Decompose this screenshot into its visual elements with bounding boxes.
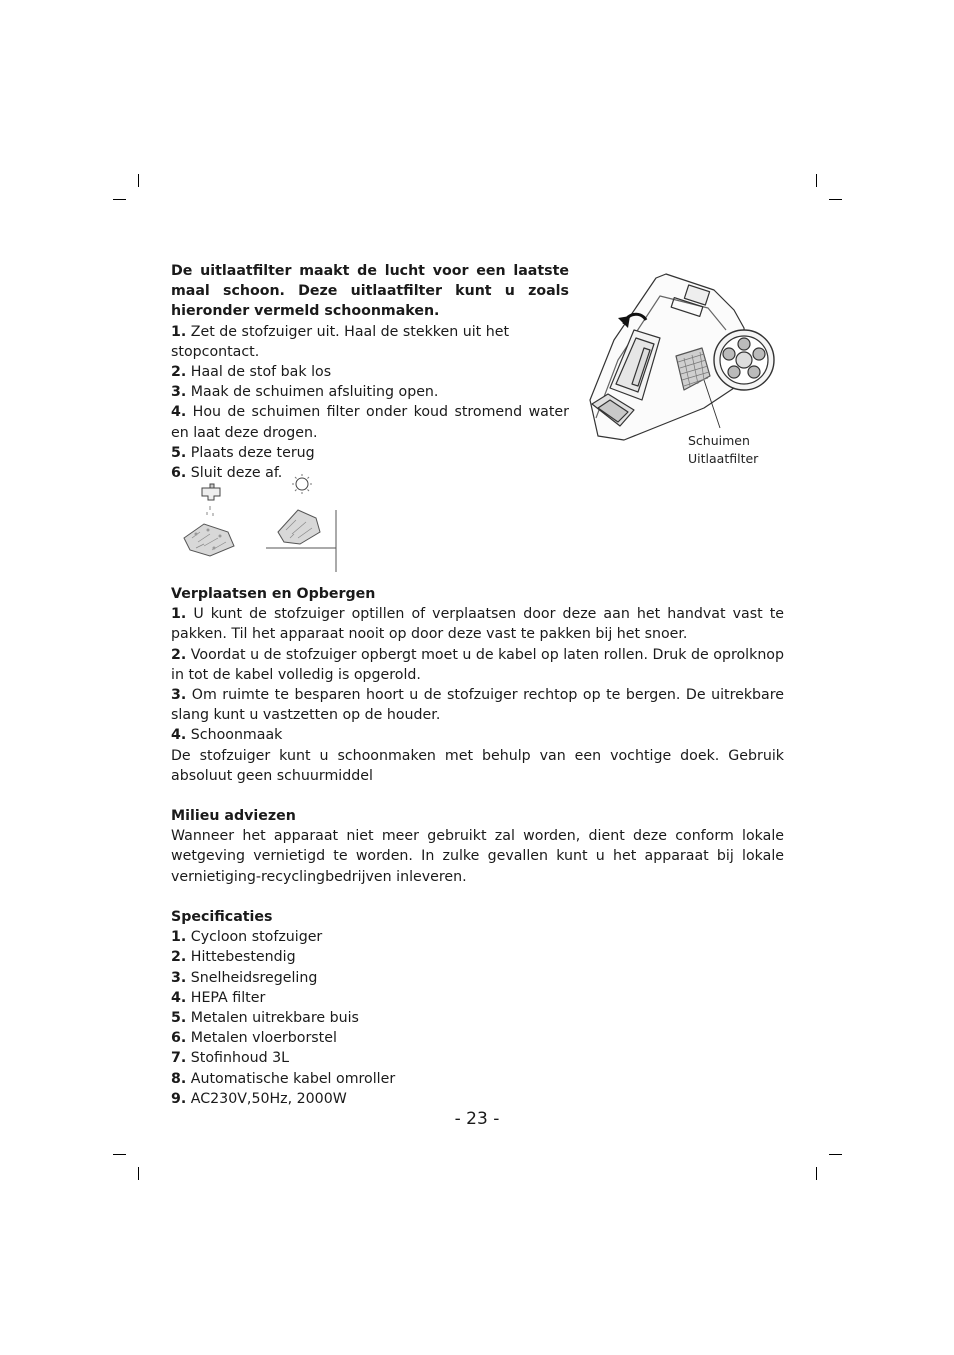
item-text: Om ruimte te besparen hoort u de stofzuiger rechtop op te bergen. De uitrekbare slang kunt u vastzetten op de houder.	[171, 687, 784, 724]
water-tap-icon	[202, 484, 220, 516]
step-number: 2.	[171, 364, 187, 381]
step-number: 1.	[171, 323, 187, 340]
item-text: Snelheidsregeling	[190, 969, 318, 986]
item-text: Metalen uitrekbare buis	[190, 1010, 359, 1027]
crop-mark-top-left-horizontal	[113, 199, 126, 200]
item-number: 1.	[171, 606, 187, 623]
step-number: 3.	[171, 384, 187, 401]
crop-mark-bottom-right-horizontal	[829, 1154, 842, 1155]
item-number: 6.	[171, 1030, 187, 1047]
spec-item	[171, 968, 571, 988]
spec-item	[171, 947, 571, 967]
item-number: 4.	[171, 727, 187, 744]
crop-mark-bottom-left-horizontal	[113, 1154, 126, 1155]
spec-item	[171, 1028, 571, 1048]
crop-mark-bottom-right-vertical	[816, 1167, 817, 1180]
specifications-title: Specificaties	[171, 909, 273, 925]
item-number: 2.	[171, 646, 187, 663]
storage-item-1	[171, 604, 784, 644]
filter-step-4	[171, 402, 569, 442]
filter-step-2	[171, 362, 569, 382]
step-text: Maak de schuimen afsluiting open.	[190, 384, 439, 401]
filter-step-5	[171, 443, 569, 463]
storage-item-3	[171, 685, 784, 725]
crop-mark-bottom-left-vertical	[138, 1167, 139, 1180]
item-text: Cycloon stofzuiger	[190, 929, 323, 946]
environment-title: Milieu adviezen	[171, 808, 296, 824]
item-number: 1.	[171, 929, 187, 946]
sun-icon	[292, 474, 312, 494]
filter-rinse-and-dry-illustration	[174, 472, 340, 576]
filter-cleaning-heading: De uitlaatfilter maakt de lucht voor een laatste maal schoon. Deze uitlaatfilter kunt u zoals hieronder vermeld schoonmaken.	[171, 263, 569, 320]
spec-item	[171, 1089, 571, 1109]
crop-mark-top-right-horizontal	[829, 199, 842, 200]
vacuum-cleaner-illustration	[584, 268, 780, 448]
crop-mark-top-left-vertical	[138, 174, 139, 187]
step-text: Plaats deze terug	[190, 444, 315, 461]
step-text: Sluit deze af.	[190, 465, 283, 482]
storage-item-4	[171, 725, 784, 745]
environment-text: Wanneer het apparaat niet meer gebruikt zal worden, dient deze conform lokale wetgeving vernietigd te worden. In zulke gevallen kunt u het apparaat bij lokale vernietiging-recyclingbedrijven inleveren.	[171, 828, 784, 885]
environment-section	[171, 806, 784, 887]
caption-line-2: Uitlaatfilter	[688, 451, 759, 466]
cleaning-text: De stofzuiger kunt u schoonmaken met behulp van een vochtige doek. Gebruik absoluut geen schuurmiddel	[171, 747, 784, 784]
spec-item	[171, 1069, 571, 1089]
item-text: Voordat u de stofzuiger opbergt moet u de kabel op laten rollen. Druk de oprolknop in tot de kabel volledig is opgerold.	[171, 646, 784, 683]
caption-line-1: Schuimen	[688, 433, 750, 448]
item-text: U kunt de stofzuiger optillen of verplaatsen door deze aan het handvat vast te pakken. Til het apparaat nooit op door deze vast te pakken bij het snoer.	[171, 606, 784, 643]
page-number: - 23 -	[454, 1109, 500, 1129]
item-text: Hittebestendig	[190, 949, 296, 966]
item-number: 3.	[171, 969, 187, 986]
spec-item	[171, 1048, 571, 1068]
item-number: 4.	[171, 989, 187, 1006]
spec-item	[171, 988, 571, 1008]
filter-step-1	[171, 322, 569, 362]
spec-item	[171, 1008, 571, 1028]
item-text: Automatische kabel omroller	[190, 1070, 396, 1087]
step-number: 5.	[171, 444, 187, 461]
step-text: Hou de schuimen filter onder koud stromend water en laat deze drogen.	[171, 404, 569, 441]
filter-caption	[688, 432, 758, 468]
filter-cleaning-section	[171, 261, 569, 483]
item-number: 9.	[171, 1090, 187, 1107]
filter-step-3	[171, 382, 569, 402]
item-number: 3.	[171, 687, 187, 704]
step-number: 6.	[171, 465, 187, 482]
item-text: AC230V,50Hz, 2000W	[190, 1090, 347, 1107]
item-number: 5.	[171, 1010, 187, 1027]
storage-title: Verplaatsen en Opbergen	[171, 586, 376, 602]
spec-item	[171, 927, 571, 947]
item-text: Metalen vloerborstel	[190, 1030, 337, 1047]
crop-mark-top-right-vertical	[816, 174, 817, 187]
step-text: Haal de stof bak los	[190, 364, 332, 381]
storage-item-2	[171, 645, 784, 685]
step-number: 4.	[171, 404, 187, 421]
storage-section	[171, 584, 784, 786]
item-text: Stofinhoud 3L	[190, 1050, 290, 1067]
item-number: 8.	[171, 1070, 187, 1087]
item-number: 7.	[171, 1050, 187, 1067]
specifications-section	[171, 907, 571, 1109]
step-text: Zet de stofzuiger uit. Haal de stekken uit het stopcontact.	[171, 323, 510, 360]
item-text: Schoonmaak	[190, 727, 283, 744]
item-number: 2.	[171, 949, 187, 966]
item-text: HEPA filter	[190, 989, 266, 1006]
